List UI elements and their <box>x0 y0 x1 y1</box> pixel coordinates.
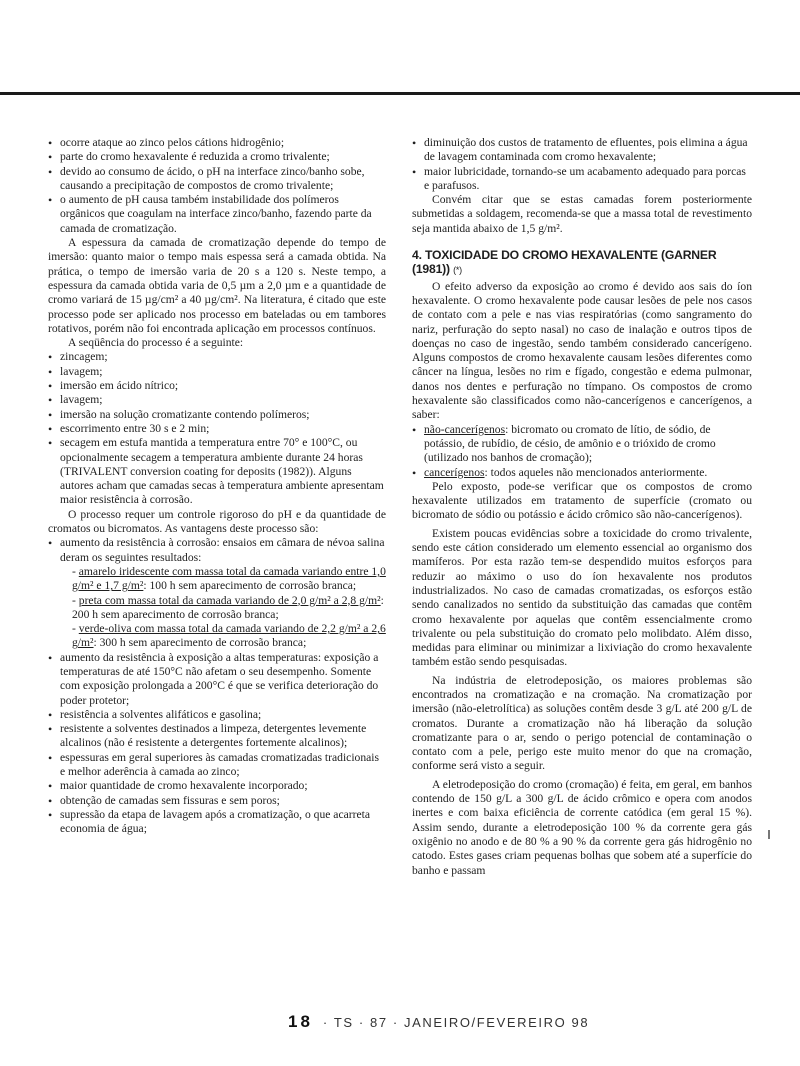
class-term: não-cancerígenos <box>424 422 506 436</box>
corrosion-advantage: aumento da resistência à corrosão: ensaios em câmara de névoa salina deram os seguintes resultados: <box>60 536 385 564</box>
list-item: • aumento da resistência à exposição a altas temperaturas: exposição a temperaturas de até 150°C não afetam o seu desempenho. Somente com exposição prolongada a 200°C é que se verifica deterioração do poder protetor; <box>48 651 386 708</box>
list-item: • parte do cromo hexavalente é reduzida a cromo trivalente; <box>48 150 386 164</box>
result-rest: : 200 h sem aparecimento de corrosão branca; <box>72 593 384 621</box>
list-item: • o aumento de pH causa também instabilidade dos polímeros orgânicos que coagulam na interface zinco/banho, fazendo parte da camada de cromatização. <box>48 193 386 236</box>
list-item: • lavagem; <box>48 365 386 379</box>
blank-header-area <box>0 0 800 92</box>
list-item: • supressão da etapa de lavagem após a cromatização, o que acarreta economia de água; <box>48 808 386 837</box>
issue-info: · TS · 87 · JANEIRO/FEVEREIRO 98 <box>322 1015 590 1030</box>
section-heading <box>412 248 752 278</box>
list-item: • imersão na solução cromatizante contendo polímeros; <box>48 408 386 422</box>
paragraph-toxicity: O efeito adverso da exposição ao cromo é devido aos sais do íon hexavalente. O cromo hexavalente pode causar lesões de pele nos casos de contato com a pele e nas vias respiratórias (como sangramento do nariz, perfuração do septo nasal) no caso de inalação e outros tipos de doenças no caso de ingestão, sendo também considerado cancerígeno. Alguns compostos de cromo hexavalente causam lesões diferentes como câncer na língua, lesões no rim e fígado, congestão e edema pulmonar, danos nos dentes e perfuração no tímpano. Os compostos de cromo hexavalente são classificados como não-cancerígenos e cancerígenos, a saber: <box>412 279 752 422</box>
left-column <box>48 136 386 837</box>
process-sequence-list <box>48 350 386 507</box>
paragraph-chrome-plating: A eletrodeposição do cromo (cromação) é feita, em geral, em banhos contendo de 150 g/L a 300 g/L de ácido crômico e opera com anodos inertes e com baixa eficiência de corrente catódica (em geral 15 %). Assim sendo, durante a eletrodeposição 100 % da corrente gera gás oxigênio no anodo e de 80 % a 90 % da corrente gera gás hidrogênio no catodo. Estes gases criam pequenas bolhas que sobem até a superfície do banho e passam <box>412 777 752 877</box>
list-item: • devido ao consumo de ácido, o pH na interface zinco/banho sobe, causando a precipitação de compostos de cromo trivalente; <box>48 165 386 194</box>
class-description: : bicromato ou cromato de lítio, de sódio, de potássio, de rubídio, de césio, de amônio e o trióxido de cromo (utilizado nos banhos de cromação); <box>424 422 716 465</box>
section-heading-text: 4. TOXICIDADE DO CROMO HEXAVALENTE (GARNER (1981)) <box>412 248 717 277</box>
list-item: • maior lubricidade, tornando-se um acabamento adequado para porcas e parafusos. <box>412 165 752 194</box>
list-item: • espessuras em geral superiores às camadas cromatizadas tradicionais e melhor aderência à camada ao zinco; <box>48 751 386 780</box>
salt-spray-results <box>60 565 386 651</box>
list-item: • obtenção de camadas sem fissuras e sem poros; <box>48 794 386 808</box>
section-heading-mark: (*) <box>453 265 462 276</box>
page-footer <box>288 1012 708 1032</box>
reaction-list <box>48 136 386 236</box>
list-item: • zincagem; <box>48 350 386 364</box>
list-item: • diminuição dos custos de tratamento de efluentes, pois elimina a água de lavagem contaminada com cromo hexavalente; <box>412 136 752 165</box>
list-item <box>48 536 386 650</box>
list-item: • ocorre ataque ao zinco pelos cátions hidrogênio; <box>48 136 386 150</box>
paragraph-welding: Convém citar que se estas camadas forem posteriormente submetidas a soldagem, recomenda-se que a massa total de revestimento seja mantida abaixo de 1,5 g/m². <box>412 193 752 235</box>
result-item: - amarelo iridescente com massa total da camada variando entre 1,0 g/m² e 1,7 g/m²: 100 h sem aparecimento de corrosão branca; <box>72 564 386 593</box>
advantages-list <box>48 536 386 836</box>
header-rule <box>0 92 800 95</box>
list-item: • imersão em ácido nítrico; <box>48 379 386 393</box>
list-item: • secagem em estufa mantida a temperatura entre 70° e 100°C, ou opcionalmente secagem a temperatura ambiente durante 24 horas (TRIVALENT conversion coating for deposits (1982)). Alguns autores acham que camadas secas à temperatura ambiente apresentam maior resistência à corrosão. <box>48 436 386 507</box>
result-item: - verde-oliva com massa total da camada variando de 2,2 g/m² a 2,6 g/m²: 300 h sem aparecimento de corrosão branca; <box>72 622 386 650</box>
result-underlined: amarelo iridescente com massa total da camada variando entre 1,0 g/m² e 1,7 g/m² <box>72 564 386 593</box>
class-description: : todos aqueles não mencionados anteriormente. <box>484 465 708 479</box>
right-column <box>412 136 752 878</box>
list-item <box>412 466 752 480</box>
paragraph-exposed: Pelo exposto, pode-se verificar que os compostos de cromo hexavalente utilizados em tratamento de superfície (cromato ou bicromato de sódio ou potássio e ácido crômico são não-cancerígenos). <box>412 479 752 522</box>
result-rest: : 100 h sem aparecimento de corrosão branca; <box>143 579 357 593</box>
result-underlined: preta com massa total da camada variando de 2,0 g/m² a 2,8 g/m² <box>78 593 381 607</box>
paragraph-electrodeposition: Na indústria de eletrodeposição, os maiores problemas são encontrados na cromatização e na cromação. Na cromatização por imersão (não-eletrolítica) as soluções contêm desde 3 g/L até 200 g/L de cromatos. Durante a cromatização não há liberação da solução cromatizante para o ar, sendo o perigo potencial de contaminação o contato com a pele, perigo este muito menor do que na cromação, conforme será visto a seguir. <box>412 673 752 773</box>
classification-list <box>412 423 752 480</box>
list-item: • lavagem; <box>48 393 386 407</box>
paragraph-trivalent: Existem poucas evidências sobre a toxicidade do cromo trivalente, sendo este cátion considerado um elemento essencial ao organismo dos mamíferos. Por esta razão tem-se despendido muitos esforços para reduzir ao máximo o uso do íon hexavalente nos produtos industrializados. No caso de camadas cromatizadas, os esforços estão sendo canalizados no sentido da substituição das camadas que contêm cromo hexavalente por aquelas que contêm essencialmente cromo trivalente ou pela substituição do cromato pelo molibdato. Além disso, medidas para eliminar ou minimizar a lixiviação do cromo hexavalente também estão sendo pesquisadas. <box>412 526 752 669</box>
page-number: 18 <box>288 1012 313 1031</box>
list-item: • maior quantidade de cromo hexavalente incorporado; <box>48 779 386 793</box>
paragraph-sequence-intro: A seqüência do processo é a seguinte: <box>68 336 244 350</box>
list-item: • escorrimento entre 30 s e 2 min; <box>48 422 386 436</box>
result-rest: : 300 h sem aparecimento de corrosão branca; <box>93 636 307 650</box>
scan-mark <box>768 830 770 839</box>
paragraph-thickness: A espessura da camada de cromatização depende do tempo de imersão: quanto maior o tempo mais espessa será a camada obtida. Na prática, o tempo de imersão varia de 20 s a 120 s. Neste tempo, a espessura da camada obtida varia de 0,5 µm a 2,0 µm e a quantidade de cromo variará de 15 µg/cm² a 40 µg/cm². Na literatura, é citado que este processo pode ser aplicado nos processo em bateladas ou em tambores rotativos, porém não foi encontrada aplicação em processos contínuos. <box>48 236 386 335</box>
result-item: - preta com massa total da camada variando de 2,0 g/m² a 2,8 g/m²: 200 h sem aparecimento de corrosão branca; <box>72 593 384 621</box>
list-item: • resistente a solventes destinados a limpeza, detergentes levemente alcalinos (não é resistente a detergentes fortemente alcalinos); <box>48 722 386 751</box>
class-term: cancerígenos <box>424 465 485 479</box>
paragraph-advantages-intro: O processo requer um controle rigoroso do pH e da quantidade de cromatos ou bicromatos. As vantagens deste processo são: <box>48 507 386 536</box>
result-underlined: verde-oliva com massa total da camada variando de 2,2 g/m² a 2,6 g/m² <box>72 622 386 650</box>
advantages-list-continued <box>412 136 752 193</box>
list-item <box>412 423 752 466</box>
list-item: • resistência a solventes alifáticos e gasolina; <box>48 708 386 722</box>
